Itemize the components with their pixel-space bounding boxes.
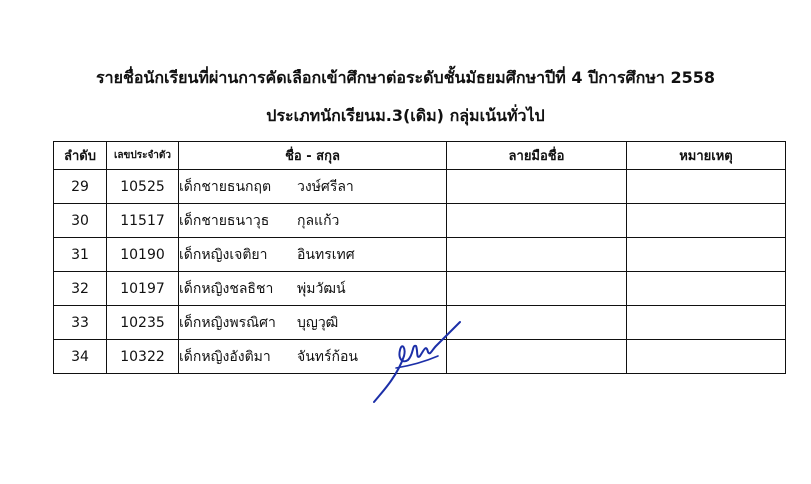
row-student-id: 10235 <box>107 306 179 340</box>
row-name <box>179 170 447 204</box>
row-order: 29 <box>54 170 107 204</box>
first-name: เด็กชายธนกฤต <box>179 178 272 195</box>
last-name: จันทร์ก้อน <box>297 348 358 365</box>
row-name <box>179 272 447 306</box>
handwritten-signature <box>368 316 468 406</box>
row-signature-cell <box>447 204 627 238</box>
row-signature-cell <box>447 306 627 340</box>
last-name: วงษ์ศรีลา <box>297 178 354 195</box>
row-remark-cell <box>627 272 786 306</box>
first-name: เด็กหญิงชลธิชา <box>179 280 274 297</box>
row-student-id: 10190 <box>107 238 179 272</box>
row-student-id: 10525 <box>107 170 179 204</box>
row-signature-cell <box>447 272 627 306</box>
last-name: พุ่มวัฒน์ <box>297 280 346 297</box>
row-remark-cell <box>627 340 786 374</box>
first-name: เด็กหญิงอังติมา <box>179 348 271 365</box>
first-name: เด็กหญิงเจติยา <box>179 246 268 263</box>
header-order: ลำดับ <box>54 142 107 170</box>
header-name: ชื่อ - สกุล <box>179 142 447 170</box>
row-order: 32 <box>54 272 107 306</box>
row-order: 34 <box>54 340 107 374</box>
row-student-id: 11517 <box>107 204 179 238</box>
header-signature: ลายมือชื่อ <box>447 142 627 170</box>
row-remark-cell <box>627 204 786 238</box>
table-row <box>54 170 786 204</box>
row-student-id: 10322 <box>107 340 179 374</box>
last-name: กุลแก้ว <box>297 212 340 229</box>
row-remark-cell <box>627 306 786 340</box>
document-title: รายชื่อนักเรียนที่ผ่านการคัดเลือกเข้าศึกษาต่อระดับชั้นมัธยมศึกษาปีที่ 4 ปีการศึกษา 2558 <box>96 68 715 87</box>
row-signature-cell <box>447 238 627 272</box>
last-name: อินทรเทศ <box>297 246 355 263</box>
row-signature-cell <box>447 340 627 374</box>
row-order: 33 <box>54 306 107 340</box>
first-name: เด็กหญิงพรณิศา <box>179 314 276 331</box>
row-name <box>179 238 447 272</box>
row-order: 30 <box>54 204 107 238</box>
table-header-row <box>54 142 786 170</box>
header-remark: หมายเหตุ <box>627 142 786 170</box>
row-student-id: 10197 <box>107 272 179 306</box>
row-order: 31 <box>54 238 107 272</box>
row-remark-cell <box>627 170 786 204</box>
signature-stroke <box>374 322 460 402</box>
last-name: บุญวุฒิ <box>297 314 339 331</box>
table-row <box>54 238 786 272</box>
header-student-id: เลขประจำตัว <box>107 142 179 170</box>
document-subtitle: ประเภทนักเรียนม.3(เดิม) กลุ่มเน้นทั่วไป <box>266 106 545 125</box>
row-name <box>179 204 447 238</box>
table-row <box>54 204 786 238</box>
first-name: เด็กชายธนาวุธ <box>179 212 270 229</box>
table-row <box>54 272 786 306</box>
row-remark-cell <box>627 238 786 272</box>
row-signature-cell <box>447 170 627 204</box>
